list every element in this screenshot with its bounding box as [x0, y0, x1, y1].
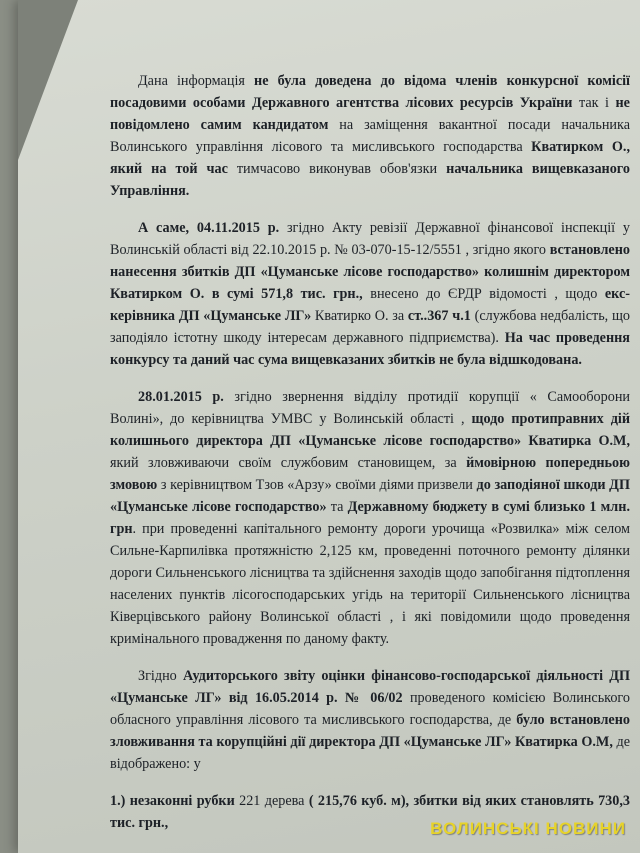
bold-run: начальника вищевказаного Управління.: [110, 161, 630, 199]
text-run: 221 дерева: [234, 793, 309, 809]
text-run: згідно звернення відділу протидії корупції « Самооборони Волині», до керівництва УМВС у Волинській області ,: [110, 389, 631, 427]
bold-run: екс-керівника ДП «Цуманське ЛГ»: [110, 286, 631, 324]
watermark-logo: ВОЛИНСЬКІ НОВИНИ: [430, 819, 626, 838]
text-run: де відображено: у: [110, 734, 630, 772]
bold-run: було встановлено зловживання та корупційні дії директора ДП «Цуманське ЛГ» Кватирка О.М,: [110, 712, 631, 750]
text-run: на заміщення вакантної посади начальника Волинського управління лісового та мисливського господарства: [110, 117, 630, 155]
bold-run: Державному бюджету в сумі близько 1 млн. грн: [110, 499, 630, 537]
text-run: та: [326, 499, 348, 515]
bold-run: Кватирком О., який на той час: [110, 139, 630, 177]
text-run: Дана інформація: [138, 73, 255, 89]
bold-run: А саме, 04.11.2015 р.: [138, 220, 280, 236]
bold-run: встановлено нанесення збитків ДП «Цуманське лісове господарство» колишнім директором: [110, 242, 630, 280]
text-run: так і: [572, 95, 616, 111]
text-run: тимчасово виконував обов'язки: [227, 161, 447, 177]
text-run: Кватирко О. за: [311, 308, 408, 324]
text-run: згідно Акту ревізії Державної фінансової інспекції у Волинській області від 22.10.2015 р. № 03-070-15-12/5551 , згідно якого: [110, 220, 630, 258]
bold-run: була відшкодована.: [457, 352, 582, 368]
text-run: внесено до ЄРДР відомості , щодо: [362, 286, 605, 302]
text-run: (службова недбалість, що заподіяло істотну шкоду інтересам державного підприємства).: [110, 308, 630, 346]
paragraph-4: [110, 665, 630, 775]
bold-run: ( 215,76 куб. м), збитки від яких становлять 730,3 тис. грн.,: [110, 793, 630, 831]
bold-run: ст..367 ч.1: [407, 308, 471, 324]
page-shadow-corner: [18, 0, 78, 160]
text-run: який зловживаючи своїм службовим становищем, за: [110, 455, 467, 471]
text-run: проведеного комісією Волинського обласного управління лісового та мисливського господарства, де: [110, 690, 630, 728]
bold-run: 28.01.2015 р.: [138, 389, 224, 405]
bold-run: щодо протиправних дій колишнього директора ДП «Цуманське лісове господарство» Кватирка О.М,: [110, 411, 631, 449]
bold-run: На час проведення конкурсу та даний час сума вищевказаних збитків не: [110, 330, 630, 368]
paragraph-3: [110, 386, 630, 650]
bold-run: 1.) незаконні рубки: [110, 793, 235, 809]
bold-run: Аудиторського звіту оцінки фінансово-господарської діяльності ДП «Цуманське ЛГ» від 16.05.2014 р. № 06/02: [110, 668, 630, 706]
bold-run: до заподіяної шкоди ДП «Цуманське лісове господарство»: [110, 477, 630, 515]
text-run: з керівництвом Тзов «Арзу» своїми діями призвели: [157, 477, 477, 493]
document-page: [18, 0, 640, 853]
text-run: . при проведенні капітального ремонту дороги урочища «Розвилка» між селом Сильне-Карпилівка протяжністю 2,125 км, проведенні поточного ремонту ділянки дороги Сильненського лісництва та здійснення заходів щодо запобігання підтоплення населених пунктів лісогосподарських угідь на території Сильненського лісництва Ківерцівського району Волинської області , і які повідомили щодо проведення кримінального провадження по даному факту.: [110, 521, 630, 647]
text-run: Згідно: [138, 668, 183, 684]
paragraph-1: [110, 70, 630, 202]
bold-run: не була доведена до відома членів конкурсної комісії посадовими особами Державного агентства лісових ресурсів України: [110, 73, 630, 111]
paragraph-2: [110, 217, 630, 371]
document-body: [110, 70, 630, 834]
bold-run: Кватирком О. в сумі 571,8 тис. грн.,: [110, 286, 363, 302]
bold-run: ймовірною попередньою змовою: [110, 455, 630, 493]
bold-run: не повідомлено самим кандидатом: [110, 95, 630, 133]
